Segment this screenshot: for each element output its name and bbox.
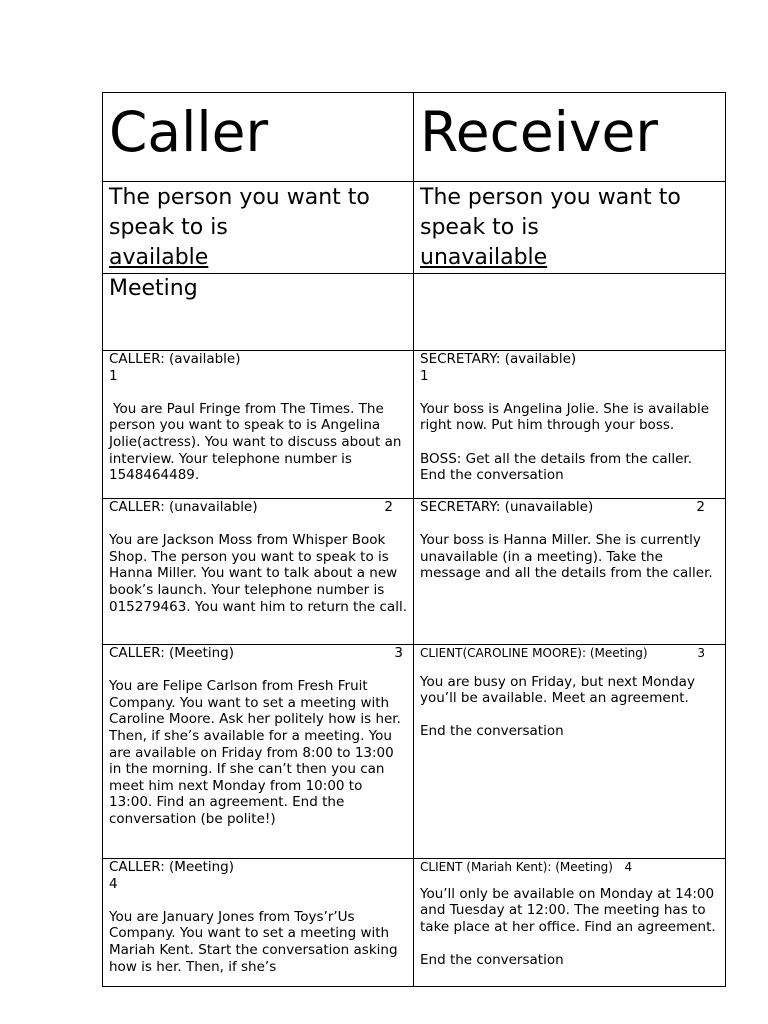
receiver-availability-cell — [414, 182, 726, 274]
receiver-card-text-2: End the conversation — [420, 951, 564, 968]
receiver-card-4 — [414, 859, 726, 987]
caller-card-number: 1 — [109, 367, 118, 384]
receiver-card-text-2: BOSS: Get all the details from the caller. End the conversation — [420, 450, 693, 484]
meeting-empty-cell — [414, 274, 726, 351]
receiver-card-number: 1 — [420, 367, 429, 384]
caller-card-text: You are Jackson Moss from Whisper Book Shop. The person you want to speak to is Hanna Miller. You want to talk about a new book’s launch. Your telephone number is 015279463. You want him to return the call. — [109, 532, 407, 615]
receiver-card-number: 2 — [696, 499, 705, 515]
caller-availability-word: available — [109, 245, 209, 270]
caller-card-title: CALLER: (Meeting) — [109, 859, 235, 875]
caller-availability-cell — [103, 182, 414, 274]
caller-card-title: CALLER: (unavailable) — [109, 499, 258, 515]
caller-card-4 — [103, 859, 414, 987]
caller-header: Caller — [109, 100, 269, 164]
caller-card-text: You are Felipe Carlson from Fresh Fruit Company. You want to set a meeting with Caroline Moore. Ask her politely how is her. Then, if she’s available for a meeting. You are available on Friday from 8:00 to 13:00 in the morning. If she can’t then you can meet him next Monday from 10:00 to 13:00. Find an agreement. End the conversation (be polite!) — [109, 678, 401, 827]
receiver-card-text: Your boss is Angelina Jolie. She is available right now. Put him through your boss. — [420, 400, 710, 434]
card-row-1 — [103, 351, 726, 499]
caller-card-text: You are Paul Fringe from The Times. The person you want to speak to is Angelina Jolie(actress). You want to discuss about an interview. Your telephone number is 1548464489. — [109, 400, 402, 484]
receiver-card-title: CLIENT(CAROLINE MOORE): (Meeting) — [420, 646, 648, 660]
availability-row — [103, 182, 726, 274]
receiver-header: Receiver — [420, 100, 658, 164]
meeting-label-cell — [103, 274, 414, 351]
receiver-card-number: 3 — [697, 646, 705, 660]
receiver-card-text-2: End the conversation — [420, 723, 564, 740]
caller-card-number: 4 — [109, 875, 118, 892]
receiver-card-text: Your boss is Hanna Miller. She is currently unavailable (in a meeting). Take the message and all the details from the caller. — [420, 532, 713, 582]
caller-card-title: CALLER: (available) — [109, 351, 241, 367]
card-row-3 — [103, 645, 726, 859]
receiver-card-title: SECRETARY: (unavailable) — [420, 499, 594, 515]
header-row — [103, 93, 726, 182]
caller-card-2 — [103, 499, 414, 645]
receiver-card-3 — [414, 645, 726, 859]
caller-card-title: CALLER: (Meeting) — [109, 645, 235, 661]
receiver-availability-word: unavailable — [420, 245, 548, 270]
caller-card-number: 3 — [394, 645, 403, 661]
receiver-card-2 — [414, 499, 726, 645]
receiver-header-cell — [414, 93, 726, 182]
caller-header-cell — [103, 93, 414, 182]
meeting-label: Meeting — [109, 276, 198, 301]
receiver-card-title: SECRETARY: (available) — [420, 351, 577, 367]
caller-card-1 — [103, 351, 414, 499]
caller-availability-text: The person you want to speak to is — [109, 185, 370, 240]
receiver-card-text: You are busy on Friday, but next Monday you’ll be available. Meet an agreement. — [420, 673, 695, 707]
caller-card-number: 2 — [384, 499, 393, 515]
caller-card-3 — [103, 645, 414, 859]
meeting-row — [103, 274, 726, 351]
card-row-4 — [103, 859, 726, 987]
receiver-card-title: CLIENT (Mariah Kent): (Meeting) — [420, 860, 613, 874]
receiver-availability-text: The person you want to speak to is — [420, 185, 681, 240]
card-row-2 — [103, 499, 726, 645]
role-card-table — [102, 92, 726, 987]
caller-card-text: You are January Jones from Toys’r’Us Company. You want to set a meeting with Mariah Kent. Start the conversation asking how is her. Then, if she’s — [109, 908, 398, 975]
receiver-card-number: 4 — [624, 860, 633, 874]
receiver-card-1 — [414, 351, 726, 499]
receiver-card-text: You’ll only be available on Monday at 14:00 and Tuesday at 12:00. The meeting has to take place at her office. Find an agreement. — [420, 885, 716, 935]
